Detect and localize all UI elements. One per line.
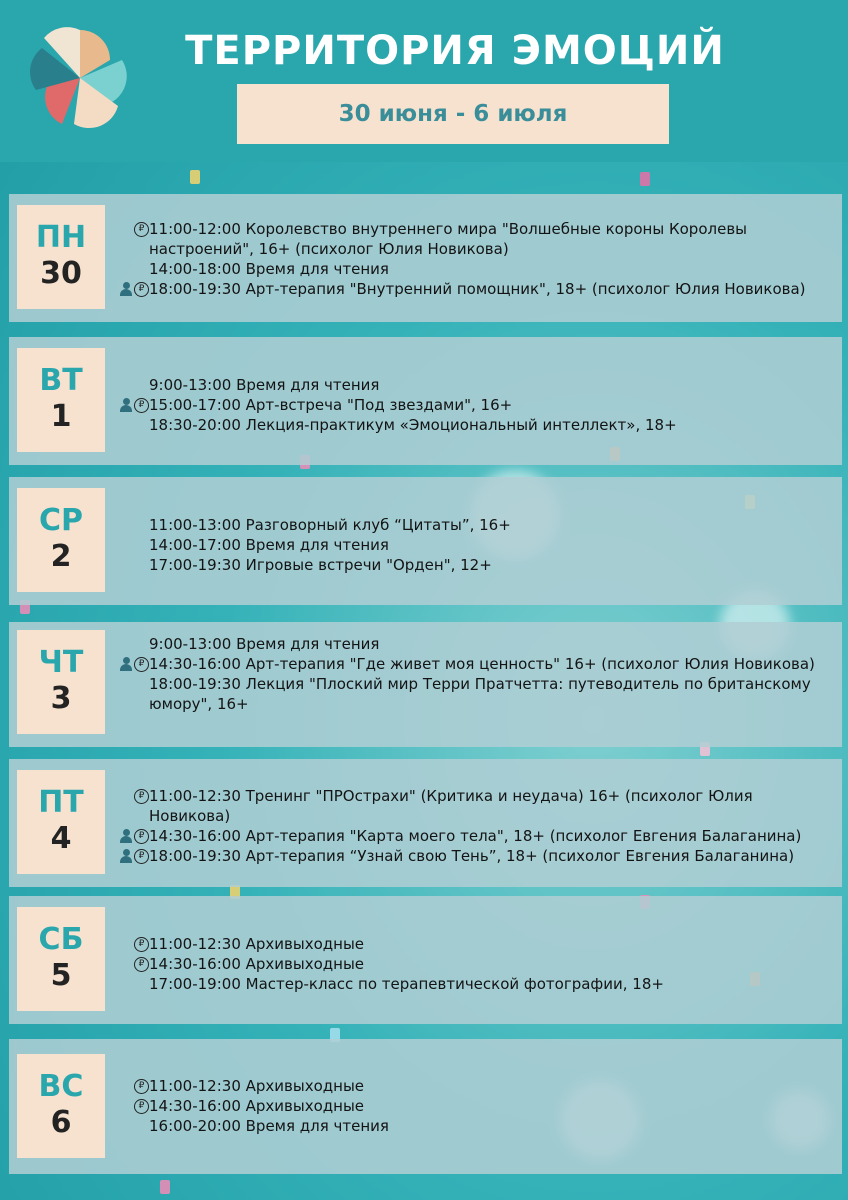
event-list (113, 219, 834, 299)
event-item (113, 415, 834, 435)
event-icons (113, 515, 149, 535)
event-text: 14:30-16:00 Архивыходные (149, 955, 365, 973)
event-icons (113, 1116, 149, 1136)
day-name: ВТ (39, 363, 83, 398)
event-text: 18:00-19:30 Арт-терапия “Узнай свою Тень”, 18+ (психолог Евгения Балаганина) (149, 847, 795, 865)
event-text: 18:00-19:30 Арт-терапия "Внутренний помощник", 18+ (психолог Юлия Новикова) (149, 280, 806, 298)
ruble-icon: ₽ (134, 829, 149, 844)
event-item (113, 515, 834, 535)
ruble-icon: ₽ (134, 957, 149, 972)
event-text: 9:00-13:00 Время для чтения (149, 635, 380, 653)
ruble-icon: ₽ (134, 222, 149, 237)
event-item (113, 1116, 834, 1136)
day-row (9, 622, 842, 747)
event-item (113, 954, 834, 974)
event-item (113, 786, 834, 826)
event-icons (113, 674, 149, 714)
day-badge (17, 770, 105, 874)
event-text: 11:00-13:00 Разговорный клуб “Цитаты”, 16+ (149, 516, 511, 534)
event-item (113, 674, 834, 714)
ruble-icon: ₽ (134, 849, 149, 864)
event-icons (113, 219, 149, 259)
event-text: 9:00-13:00 Время для чтения (149, 376, 380, 394)
day-row (9, 1039, 842, 1174)
event-text: 14:30-16:00 Арт-терапия "Где живет моя ценность" 16+ (психолог Юлия Новикова) (149, 655, 815, 673)
person-icon (119, 849, 133, 863)
event-list (113, 934, 834, 994)
day-row (9, 759, 842, 887)
event-item (113, 634, 834, 654)
event-text: 17:00-19:30 Игровые встречи "Орден", 12+ (149, 556, 492, 574)
event-icons (113, 654, 149, 674)
event-text: 11:00-12:30 Архивыходные (149, 1077, 365, 1095)
event-item (113, 395, 834, 415)
event-list (113, 515, 834, 575)
event-item (113, 826, 834, 846)
event-item (113, 279, 834, 299)
ruble-icon: ₽ (134, 789, 149, 804)
event-text: 11:00-12:30 Архивыходные (149, 935, 365, 953)
day-badge (17, 205, 105, 309)
person-icon (119, 829, 133, 843)
event-list (113, 1076, 834, 1136)
event-item (113, 934, 834, 954)
day-name: ПТ (38, 785, 84, 820)
day-number: 5 (50, 958, 72, 993)
page-title: ТЕРРИТОРИЯ ЭМОЦИЙ (185, 28, 725, 74)
day-name: СБ (38, 922, 84, 957)
date-range: 30 июня - 6 июля (237, 84, 669, 144)
day-badge (17, 488, 105, 592)
event-item (113, 974, 834, 994)
day-badge (17, 630, 105, 734)
day-number: 4 (50, 821, 72, 856)
event-icons (113, 826, 149, 846)
event-icons (113, 974, 149, 994)
event-item (113, 1096, 834, 1116)
ruble-icon: ₽ (134, 1079, 149, 1094)
pinwheel-logo-icon (22, 20, 138, 136)
day-name: ПН (35, 220, 87, 255)
event-icons (113, 535, 149, 555)
event-icons (113, 634, 149, 654)
day-badge (17, 348, 105, 452)
event-item (113, 219, 834, 259)
event-icons (113, 786, 149, 826)
ruble-icon: ₽ (134, 1099, 149, 1114)
event-item (113, 1076, 834, 1096)
day-number: 6 (50, 1105, 72, 1140)
event-icons (113, 395, 149, 415)
event-icons (113, 954, 149, 974)
event-item (113, 259, 834, 279)
event-text: 15:00-17:00 Арт-встреча "Под звездами", 16+ (149, 396, 513, 414)
ruble-icon: ₽ (134, 398, 149, 413)
event-icons (113, 934, 149, 954)
day-badge (17, 907, 105, 1011)
event-icons (113, 279, 149, 299)
day-number: 2 (50, 539, 72, 574)
day-row (9, 477, 842, 605)
event-icons (113, 375, 149, 395)
day-badge (17, 1054, 105, 1158)
person-icon (119, 657, 133, 671)
event-item (113, 654, 834, 674)
header (0, 0, 848, 162)
day-name: ЧТ (38, 645, 84, 680)
event-text: 16:00-20:00 Время для чтения (149, 1117, 389, 1135)
event-text: 14:00-17:00 Время для чтения (149, 536, 389, 554)
event-icons (113, 846, 149, 866)
event-item (113, 535, 834, 555)
day-number: 3 (50, 681, 72, 716)
event-text: 11:00-12:00 Королевство внутреннего мира "Волшебные короны Королевы настроений", 16+ (психолог Юлия Новикова) (149, 220, 748, 258)
event-text: 14:30-16:00 Арт-терапия "Карта моего тела", 18+ (психолог Евгения Балаганина) (149, 827, 802, 845)
ruble-icon: ₽ (134, 282, 149, 297)
day-number: 30 (40, 256, 82, 291)
event-text: 18:00-19:30 Лекция "Плоский мир Терри Пратчетта: путеводитель по британскому юмору", 16+ (149, 675, 811, 713)
event-text: 18:30-20:00 Лекция-практикум «Эмоциональный интеллект», 18+ (149, 416, 677, 434)
person-icon (119, 282, 133, 296)
day-row (9, 194, 842, 322)
event-item (113, 375, 834, 395)
event-text: 11:00-12:30 Тренинг "ПРОстрахи" (Критика и неудача) 16+ (психолог Юлия Новикова) (149, 787, 753, 825)
event-text: 14:30-16:00 Архивыходные (149, 1097, 365, 1115)
day-number: 1 (50, 399, 72, 434)
day-row (9, 896, 842, 1024)
day-row (9, 337, 842, 465)
event-item (113, 846, 834, 866)
event-icons (113, 555, 149, 575)
day-name: СР (38, 503, 83, 538)
event-item (113, 555, 834, 575)
day-name: ВС (38, 1069, 84, 1104)
event-icons (113, 1076, 149, 1096)
event-list (113, 375, 834, 435)
event-text: 17:00-19:00 Мастер-класс по терапевтической фотографии, 18+ (149, 975, 664, 993)
person-icon (119, 398, 133, 412)
ruble-icon: ₽ (134, 657, 149, 672)
event-icons (113, 259, 149, 279)
event-list (113, 634, 834, 714)
event-icons (113, 415, 149, 435)
event-text: 14:00-18:00 Время для чтения (149, 260, 389, 278)
ruble-icon: ₽ (134, 937, 149, 952)
event-list (113, 786, 834, 866)
event-icons (113, 1096, 149, 1116)
